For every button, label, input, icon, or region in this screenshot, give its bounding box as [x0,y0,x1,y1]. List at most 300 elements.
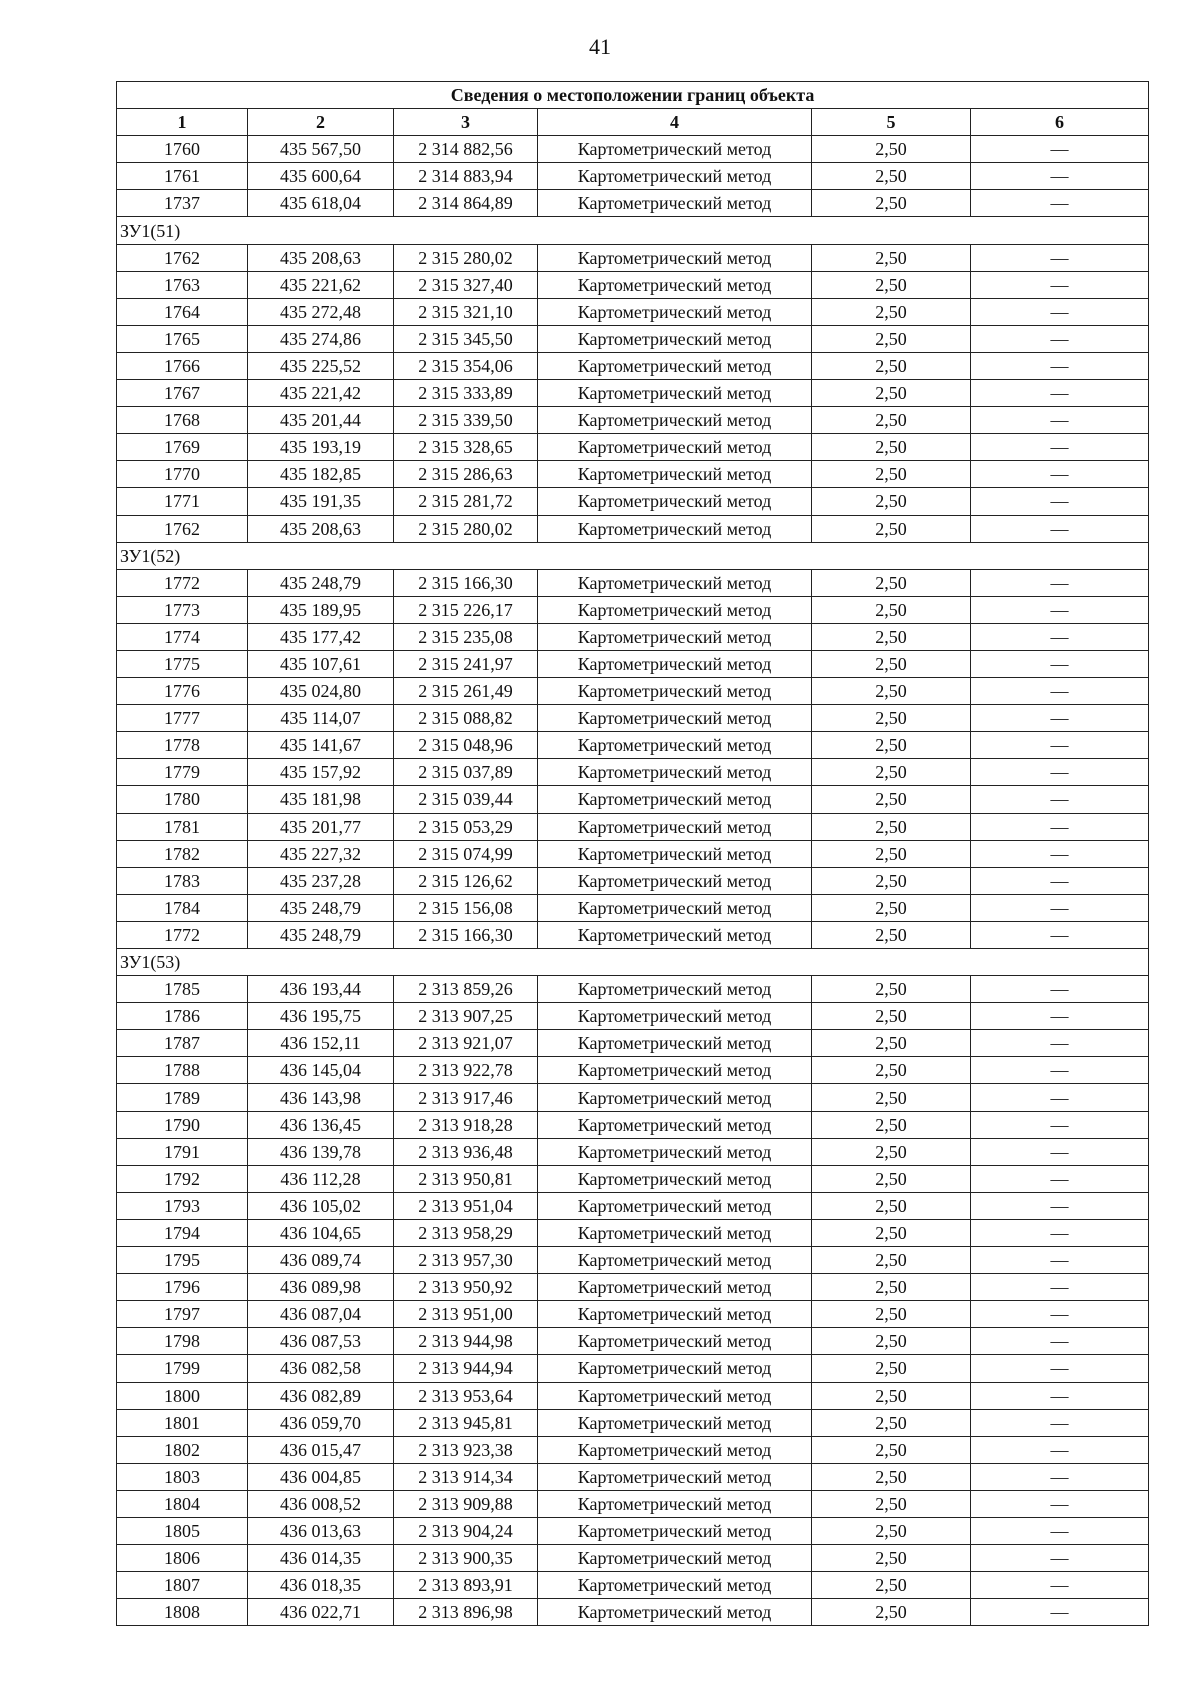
point-number-cell: 1780 [117,786,248,813]
note-cell: — [971,1165,1149,1192]
table-row [117,1192,1149,1219]
y-coordinate-cell: 2 315 281,72 [394,488,538,515]
x-coordinate-cell: 436 139,78 [248,1138,394,1165]
method-cell: Картометрический метод [538,1517,812,1544]
table-row [117,1409,1149,1436]
point-number-cell: 1791 [117,1138,248,1165]
note-cell: — [971,1572,1149,1599]
x-coordinate-cell: 435 157,92 [248,759,394,786]
point-number-cell: 1786 [117,1003,248,1030]
x-coordinate-cell: 436 059,70 [248,1409,394,1436]
note-cell: — [971,678,1149,705]
method-cell: Картометрический метод [538,840,812,867]
point-number-cell: 1771 [117,488,248,515]
note-cell: — [971,1517,1149,1544]
y-coordinate-cell: 2 314 864,89 [394,190,538,217]
note-cell: — [971,1192,1149,1219]
table-row [117,732,1149,759]
method-cell: Картометрический метод [538,1463,812,1490]
boundary-coordinates-table [116,81,1149,1626]
method-cell: Картометрический метод [538,1572,812,1599]
y-coordinate-cell: 2 313 922,78 [394,1057,538,1084]
method-cell: Картометрический метод [538,1490,812,1517]
y-coordinate-cell: 2 315 354,06 [394,352,538,379]
column-header-6: 6 [971,109,1149,136]
note-cell: — [971,759,1149,786]
table-row [117,596,1149,623]
note-cell: — [971,976,1149,1003]
point-number-cell: 1761 [117,163,248,190]
method-cell: Картометрический метод [538,244,812,271]
y-coordinate-cell: 2 313 944,98 [394,1328,538,1355]
x-coordinate-cell: 435 107,61 [248,650,394,677]
table-row [117,163,1149,190]
table-row [117,1463,1149,1490]
method-cell: Картометрический метод [538,596,812,623]
table-row [117,1111,1149,1138]
note-cell: — [971,190,1149,217]
group-label: ЗУ1(53) [117,949,1149,976]
table-row [117,786,1149,813]
accuracy-cell: 2,50 [812,1355,971,1382]
note-cell: — [971,894,1149,921]
method-cell: Картометрический метод [538,1165,812,1192]
accuracy-cell: 2,50 [812,867,971,894]
note-cell: — [971,1003,1149,1030]
x-coordinate-cell: 435 208,63 [248,244,394,271]
table-row [117,840,1149,867]
point-number-cell: 1762 [117,244,248,271]
method-cell: Картометрический метод [538,1328,812,1355]
point-number-cell: 1803 [117,1463,248,1490]
accuracy-cell: 2,50 [812,650,971,677]
point-number-cell: 1805 [117,1517,248,1544]
note-cell: — [971,380,1149,407]
note-cell: — [971,1057,1149,1084]
y-coordinate-cell: 2 313 936,48 [394,1138,538,1165]
accuracy-cell: 2,50 [812,596,971,623]
point-number-cell: 1804 [117,1490,248,1517]
point-number-cell: 1799 [117,1355,248,1382]
y-coordinate-cell: 2 315 339,50 [394,407,538,434]
point-number-cell: 1760 [117,136,248,163]
x-coordinate-cell: 436 112,28 [248,1165,394,1192]
x-coordinate-cell: 436 014,35 [248,1545,394,1572]
note-cell: — [971,1219,1149,1246]
table-row [117,678,1149,705]
y-coordinate-cell: 2 315 345,50 [394,325,538,352]
table-row [117,569,1149,596]
x-coordinate-cell: 436 136,45 [248,1111,394,1138]
x-coordinate-cell: 435 225,52 [248,352,394,379]
method-cell: Картометрический метод [538,650,812,677]
point-number-cell: 1779 [117,759,248,786]
accuracy-cell: 2,50 [812,569,971,596]
accuracy-cell: 2,50 [812,1436,971,1463]
accuracy-cell: 2,50 [812,434,971,461]
accuracy-cell: 2,50 [812,1165,971,1192]
accuracy-cell: 2,50 [812,1517,971,1544]
x-coordinate-cell: 435 274,86 [248,325,394,352]
note-cell: — [971,163,1149,190]
table-row [117,867,1149,894]
accuracy-cell: 2,50 [812,488,971,515]
point-number-cell: 1774 [117,623,248,650]
table-row [117,921,1149,948]
note-cell: — [971,298,1149,325]
method-cell: Картометрический метод [538,921,812,948]
note-cell: — [971,1382,1149,1409]
note-cell: — [971,1247,1149,1274]
accuracy-cell: 2,50 [812,244,971,271]
accuracy-cell: 2,50 [812,1274,971,1301]
x-coordinate-cell: 436 082,58 [248,1355,394,1382]
y-coordinate-cell: 2 315 074,99 [394,840,538,867]
accuracy-cell: 2,50 [812,1030,971,1057]
accuracy-cell: 2,50 [812,298,971,325]
table-row [117,1138,1149,1165]
table-row [117,190,1149,217]
y-coordinate-cell: 2 313 900,35 [394,1545,538,1572]
note-cell: — [971,1301,1149,1328]
accuracy-cell: 2,50 [812,1382,971,1409]
method-cell: Картометрический метод [538,1003,812,1030]
x-coordinate-cell: 436 105,02 [248,1192,394,1219]
note-cell: — [971,840,1149,867]
x-coordinate-cell: 435 201,77 [248,813,394,840]
accuracy-cell: 2,50 [812,1219,971,1246]
accuracy-cell: 2,50 [812,163,971,190]
note-cell: — [971,352,1149,379]
x-coordinate-cell: 436 004,85 [248,1463,394,1490]
y-coordinate-cell: 2 313 896,98 [394,1599,538,1626]
note-cell: — [971,1138,1149,1165]
accuracy-cell: 2,50 [812,1003,971,1030]
y-coordinate-cell: 2 313 957,30 [394,1247,538,1274]
point-number-cell: 1770 [117,461,248,488]
method-cell: Картометрический метод [538,1057,812,1084]
y-coordinate-cell: 2 313 945,81 [394,1409,538,1436]
point-number-cell: 1807 [117,1572,248,1599]
x-coordinate-cell: 435 221,62 [248,271,394,298]
method-cell: Картометрический метод [538,434,812,461]
point-number-cell: 1773 [117,596,248,623]
accuracy-cell: 2,50 [812,786,971,813]
accuracy-cell: 2,50 [812,352,971,379]
note-cell: — [971,1030,1149,1057]
table-row [117,650,1149,677]
x-coordinate-cell: 435 189,95 [248,596,394,623]
method-cell: Картометрический метод [538,1247,812,1274]
point-number-cell: 1798 [117,1328,248,1355]
table-row [117,976,1149,1003]
point-number-cell: 1789 [117,1084,248,1111]
accuracy-cell: 2,50 [812,678,971,705]
point-number-cell: 1781 [117,813,248,840]
x-coordinate-cell: 436 104,65 [248,1219,394,1246]
table-row [117,244,1149,271]
method-cell: Картометрический метод [538,1545,812,1572]
y-coordinate-cell: 2 315 126,62 [394,867,538,894]
y-coordinate-cell: 2 315 333,89 [394,380,538,407]
x-coordinate-cell: 436 145,04 [248,1057,394,1084]
y-coordinate-cell: 2 315 241,97 [394,650,538,677]
x-coordinate-cell: 435 618,04 [248,190,394,217]
accuracy-cell: 2,50 [812,840,971,867]
note-cell: — [971,1274,1149,1301]
table-header-row [117,109,1149,136]
x-coordinate-cell: 436 022,71 [248,1599,394,1626]
method-cell: Картометрический метод [538,1030,812,1057]
method-cell: Картометрический метод [538,1111,812,1138]
x-coordinate-cell: 436 082,89 [248,1382,394,1409]
x-coordinate-cell: 435 181,98 [248,786,394,813]
accuracy-cell: 2,50 [812,1599,971,1626]
accuracy-cell: 2,50 [812,407,971,434]
point-number-cell: 1790 [117,1111,248,1138]
table-row [117,894,1149,921]
note-cell: — [971,596,1149,623]
y-coordinate-cell: 2 315 327,40 [394,271,538,298]
method-cell: Картометрический метод [538,1084,812,1111]
x-coordinate-cell: 436 089,98 [248,1274,394,1301]
accuracy-cell: 2,50 [812,1572,971,1599]
method-cell: Картометрический метод [538,461,812,488]
method-cell: Картометрический метод [538,1355,812,1382]
y-coordinate-cell: 2 313 951,04 [394,1192,538,1219]
accuracy-cell: 2,50 [812,813,971,840]
x-coordinate-cell: 435 272,48 [248,298,394,325]
y-coordinate-cell: 2 313 904,24 [394,1517,538,1544]
column-header-1: 1 [117,109,248,136]
x-coordinate-cell: 435 193,19 [248,434,394,461]
accuracy-cell: 2,50 [812,1328,971,1355]
table-row [117,434,1149,461]
point-number-cell: 1788 [117,1057,248,1084]
point-number-cell: 1784 [117,894,248,921]
method-cell: Картометрический метод [538,976,812,1003]
table-row [117,759,1149,786]
x-coordinate-cell: 435 248,79 [248,921,394,948]
x-coordinate-cell: 435 567,50 [248,136,394,163]
x-coordinate-cell: 436 089,74 [248,1247,394,1274]
note-cell: — [971,515,1149,542]
point-number-cell: 1737 [117,190,248,217]
accuracy-cell: 2,50 [812,380,971,407]
method-cell: Картометрический метод [538,623,812,650]
y-coordinate-cell: 2 313 909,88 [394,1490,538,1517]
x-coordinate-cell: 436 018,35 [248,1572,394,1599]
point-number-cell: 1775 [117,650,248,677]
accuracy-cell: 2,50 [812,271,971,298]
accuracy-cell: 2,50 [812,705,971,732]
note-cell: — [971,1328,1149,1355]
x-coordinate-cell: 436 015,47 [248,1436,394,1463]
method-cell: Картометрический метод [538,407,812,434]
y-coordinate-cell: 2 314 883,94 [394,163,538,190]
point-number-cell: 1795 [117,1247,248,1274]
x-coordinate-cell: 435 182,85 [248,461,394,488]
point-number-cell: 1801 [117,1409,248,1436]
table-row [117,380,1149,407]
y-coordinate-cell: 2 313 923,38 [394,1436,538,1463]
accuracy-cell: 2,50 [812,623,971,650]
note-cell: — [971,1355,1149,1382]
method-cell: Картометрический метод [538,488,812,515]
table-row [117,813,1149,840]
accuracy-cell: 2,50 [812,976,971,1003]
y-coordinate-cell: 2 315 321,10 [394,298,538,325]
y-coordinate-cell: 2 315 261,49 [394,678,538,705]
method-cell: Картометрический метод [538,515,812,542]
y-coordinate-cell: 2 315 226,17 [394,596,538,623]
point-number-cell: 1792 [117,1165,248,1192]
y-coordinate-cell: 2 314 882,56 [394,136,538,163]
method-cell: Картометрический метод [538,1274,812,1301]
y-coordinate-cell: 2 315 039,44 [394,786,538,813]
note-cell: — [971,705,1149,732]
y-coordinate-cell: 2 315 166,30 [394,921,538,948]
column-header-5: 5 [812,109,971,136]
table-row [117,1382,1149,1409]
y-coordinate-cell: 2 313 907,25 [394,1003,538,1030]
y-coordinate-cell: 2 313 918,28 [394,1111,538,1138]
note-cell: — [971,1599,1149,1626]
group-row [117,217,1149,244]
accuracy-cell: 2,50 [812,1057,971,1084]
table-body [117,136,1149,1626]
accuracy-cell: 2,50 [812,1111,971,1138]
x-coordinate-cell: 436 195,75 [248,1003,394,1030]
x-coordinate-cell: 435 248,79 [248,569,394,596]
note-cell: — [971,1409,1149,1436]
point-number-cell: 1797 [117,1301,248,1328]
method-cell: Картометрический метод [538,732,812,759]
note-cell: — [971,1084,1149,1111]
y-coordinate-cell: 2 313 950,92 [394,1274,538,1301]
point-number-cell: 1800 [117,1382,248,1409]
table-row [117,1301,1149,1328]
table-row [117,461,1149,488]
table-row [117,1572,1149,1599]
y-coordinate-cell: 2 313 950,81 [394,1165,538,1192]
column-header-2: 2 [248,109,394,136]
x-coordinate-cell: 436 008,52 [248,1490,394,1517]
x-coordinate-cell: 435 024,80 [248,678,394,705]
x-coordinate-cell: 435 237,28 [248,867,394,894]
y-coordinate-cell: 2 315 235,08 [394,623,538,650]
method-cell: Картометрический метод [538,163,812,190]
method-cell: Картометрический метод [538,136,812,163]
note-cell: — [971,921,1149,948]
point-number-cell: 1777 [117,705,248,732]
y-coordinate-cell: 2 315 048,96 [394,732,538,759]
method-cell: Картометрический метод [538,678,812,705]
accuracy-cell: 2,50 [812,190,971,217]
method-cell: Картометрический метод [538,298,812,325]
point-number-cell: 1765 [117,325,248,352]
point-number-cell: 1808 [117,1599,248,1626]
y-coordinate-cell: 2 313 914,34 [394,1463,538,1490]
note-cell: — [971,1463,1149,1490]
method-cell: Картометрический метод [538,786,812,813]
y-coordinate-cell: 2 313 921,07 [394,1030,538,1057]
x-coordinate-cell: 435 201,44 [248,407,394,434]
page-number: 41 [589,34,611,59]
y-coordinate-cell: 2 313 859,26 [394,976,538,1003]
point-number-cell: 1763 [117,271,248,298]
accuracy-cell: 2,50 [812,732,971,759]
method-cell: Картометрический метод [538,325,812,352]
note-cell: — [971,407,1149,434]
note-cell: — [971,1436,1149,1463]
point-number-cell: 1772 [117,921,248,948]
table-row [117,298,1149,325]
point-number-cell: 1762 [117,515,248,542]
y-coordinate-cell: 2 315 088,82 [394,705,538,732]
point-number-cell: 1782 [117,840,248,867]
x-coordinate-cell: 435 177,42 [248,623,394,650]
accuracy-cell: 2,50 [812,1138,971,1165]
accuracy-cell: 2,50 [812,759,971,786]
note-cell: — [971,488,1149,515]
method-cell: Картометрический метод [538,1301,812,1328]
point-number-cell: 1772 [117,569,248,596]
table-row [117,1274,1149,1301]
method-cell: Картометрический метод [538,1436,812,1463]
group-row [117,949,1149,976]
table-row [117,1030,1149,1057]
group-label: ЗУ1(51) [117,217,1149,244]
note-cell: — [971,461,1149,488]
y-coordinate-cell: 2 315 328,65 [394,434,538,461]
table-row [117,325,1149,352]
accuracy-cell: 2,50 [812,515,971,542]
table-row [117,1355,1149,1382]
note-cell: — [971,434,1149,461]
point-number-cell: 1776 [117,678,248,705]
accuracy-cell: 2,50 [812,1409,971,1436]
method-cell: Картометрический метод [538,867,812,894]
accuracy-cell: 2,50 [812,1247,971,1274]
table-row [117,1219,1149,1246]
column-header-4: 4 [538,109,812,136]
x-coordinate-cell: 435 208,63 [248,515,394,542]
accuracy-cell: 2,50 [812,325,971,352]
y-coordinate-cell: 2 315 037,89 [394,759,538,786]
method-cell: Картометрический метод [538,1599,812,1626]
y-coordinate-cell: 2 313 893,91 [394,1572,538,1599]
y-coordinate-cell: 2 315 280,02 [394,515,538,542]
table-row [117,136,1149,163]
point-number-cell: 1769 [117,434,248,461]
note-cell: — [971,623,1149,650]
note-cell: — [971,1111,1149,1138]
table-row [117,623,1149,650]
table-caption-row [117,82,1149,109]
x-coordinate-cell: 435 600,64 [248,163,394,190]
point-number-cell: 1796 [117,1274,248,1301]
point-number-cell: 1802 [117,1436,248,1463]
method-cell: Картометрический метод [538,1219,812,1246]
accuracy-cell: 2,50 [812,894,971,921]
note-cell: — [971,813,1149,840]
point-number-cell: 1764 [117,298,248,325]
x-coordinate-cell: 436 143,98 [248,1084,394,1111]
note-cell: — [971,786,1149,813]
table-row [117,352,1149,379]
table-row [117,1517,1149,1544]
